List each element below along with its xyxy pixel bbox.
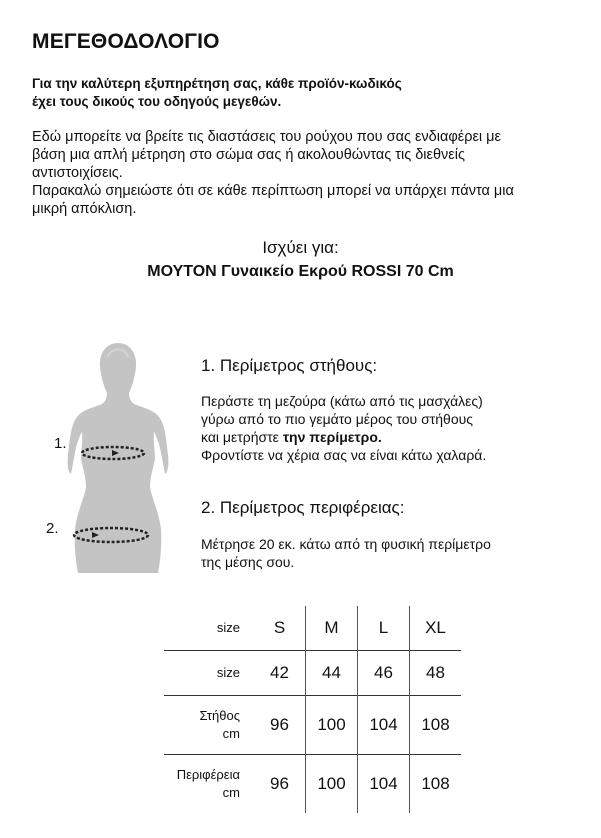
description-line: αντιστοιχίσεις. [32,165,123,181]
row-label: size [164,651,254,696]
row-label-unit: cm [222,785,240,800]
product-name: ΜΟΥΤΟΝ Γυναικείο Εκρού ROSSI 70 Cm [147,263,454,280]
table-cell: 104 [358,755,410,814]
size-table [164,606,461,813]
table-cell: 42 [254,651,306,696]
table-cell: 108 [410,696,462,755]
body-silhouette-figure [62,337,174,577]
table-row [164,696,461,755]
table-cell: 100 [306,755,358,814]
bust-instruction-text: και μετρήστε [201,429,283,445]
description-line: μικρή απόκλιση. [32,201,137,217]
size-header-cell: L [358,606,410,651]
bust-instruction-emphasis: την περίμετρο. [282,429,382,445]
row-label-line: Στήθος [199,708,240,723]
table-row [164,651,461,696]
size-header-cell: XL [410,606,462,651]
hip-marker-label: 2. [46,520,59,537]
hip-instruction-line: Μέτρησε 20 εκ. κάτω από τη φυσική περίμετρο [201,536,491,552]
bust-instruction-line: γύρω από το πιο γεμάτο μέρος του στήθους [201,411,474,427]
table-cell: 96 [254,696,306,755]
table-cell: 44 [306,651,358,696]
bust-marker-label: 1. [54,435,67,452]
table-cell: 100 [306,696,358,755]
page-title: ΜΕΓΕΘΟΔΟΛΟΓΙΟ [32,30,220,53]
size-header-cell: S [273,618,286,637]
bust-instruction-line [201,428,382,446]
description-line: Παρακαλώ σημειώστε ότι σε κάθε περίπτωση μπορεί να υπάρχει πάντα μια [32,183,514,199]
table-cell: 96 [254,755,306,814]
hip-section-title: 2. Περίμετρος περιφέρειας: [201,498,405,517]
row-label [164,755,254,814]
hip-instruction-line: της μέσης σου. [201,554,295,570]
table-cell: 48 [410,651,462,696]
row-label [164,696,254,755]
bust-section-title: 1. Περίμετρος στήθους: [201,356,378,375]
row-label-unit: cm [222,726,240,741]
table-cell: 104 [358,696,410,755]
intro-line: έχει τους δικούς του οδηγούς μεγεθών. [32,94,282,109]
row-label-line: Περιφέρεια [176,767,240,782]
intro-line: Για την καλύτερη εξυπηρέτηση σας, κάθε προϊόν-κωδικός [32,76,402,91]
table-row [164,755,461,814]
table-cell: 108 [410,755,462,814]
header-label: size [216,620,240,635]
bust-instruction-line: Περάστε τη μεζούρα (κάτω από τις μασχάλες) [201,393,483,409]
size-header-cell: M [306,606,358,651]
description-line: Εδώ μπορείτε να βρείτε τις διαστάσεις του ρούχου που σας ενδιαφέρει με [32,129,502,145]
applies-label: Ισχύει για: [262,238,339,257]
table-cell: 46 [358,651,410,696]
bust-instruction-line: Φροντίστε να χέρια σας να είναι κάτω χαλαρά. [201,447,487,463]
description-line: βάση μια απλή μέτρηση στο σώμα σας ή ακολουθώντας τις διεθνείς [32,147,465,163]
size-table-header [164,606,461,651]
